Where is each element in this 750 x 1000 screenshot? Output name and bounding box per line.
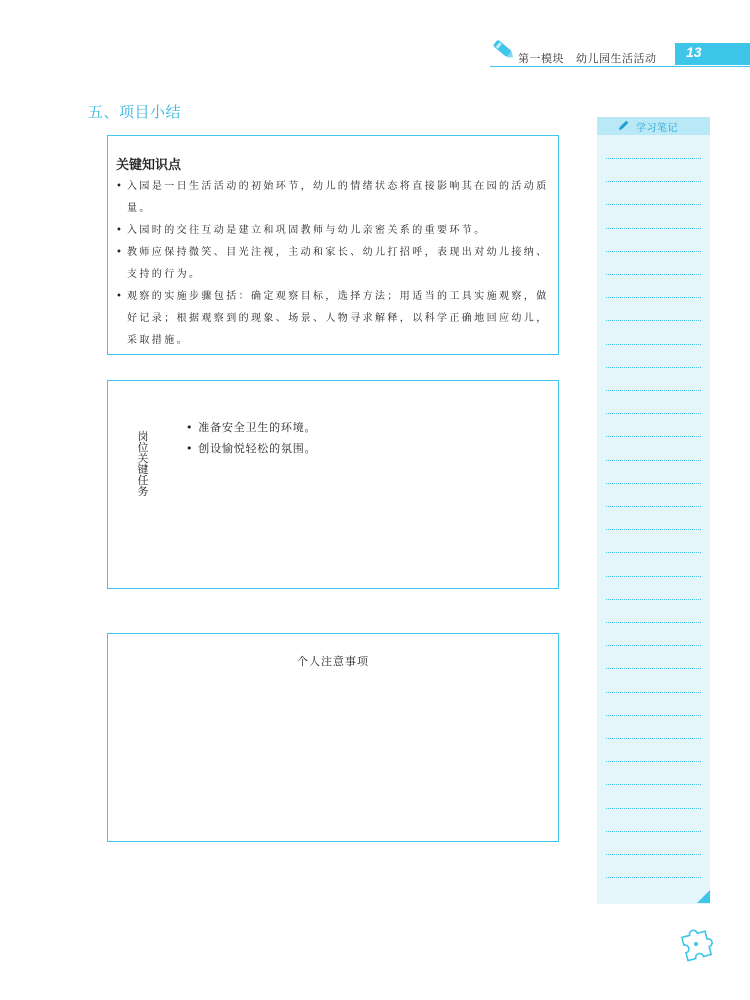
header-chapter: 幼儿园生活活动 (576, 52, 657, 65)
note-line (606, 228, 701, 229)
note-line (606, 738, 701, 739)
study-notes-column[interactable] (597, 117, 710, 904)
note-line (606, 877, 701, 878)
header-rule (490, 66, 750, 67)
key-tasks-label: 岗位关键任务 (137, 430, 149, 498)
pencil-icon (490, 36, 516, 62)
key-points-title: 关键知识点 (116, 158, 182, 173)
study-notes-title: 学习笔记 (636, 123, 678, 134)
page-number: 13 (686, 44, 702, 60)
note-line (606, 622, 701, 623)
note-line (606, 320, 701, 321)
note-line (606, 413, 701, 414)
section-title: 五、项目小结 (88, 103, 182, 121)
puzzle-icon (676, 924, 716, 964)
note-line (606, 808, 701, 809)
header-module: 第一模块 (518, 52, 564, 65)
key-points-list (116, 176, 556, 352)
list-item: • 教师应保持微笑、目光注视，主动和家长、幼儿打招呼，表现出对幼儿接纳、支持的行为。 (116, 247, 549, 280)
personal-notes-title: 个人注意事项 (297, 655, 369, 668)
note-line (606, 692, 701, 693)
note-line (606, 483, 701, 484)
note-line (606, 367, 701, 368)
note-line (606, 390, 701, 391)
note-line (606, 436, 701, 437)
note-line (606, 529, 701, 530)
note-line (606, 204, 701, 205)
list-item: • 入园时的交往互动是建立和巩固教师与幼儿亲密关系的重要环节。 (116, 225, 487, 236)
study-notes-header (597, 117, 710, 135)
note-line (606, 576, 701, 577)
list-item: • 观察的实施步骤包括：确定观察目标，选择方法；用适当的工具实施观察，做好记录；根据观察到的现象、场景、人物寻求解释，以科学正确地回应幼儿，采取措施。 (116, 291, 549, 346)
note-line (606, 158, 701, 159)
note-line (606, 251, 701, 252)
key-tasks-box (107, 380, 559, 589)
key-points-box (107, 135, 559, 355)
list-item: • 创设愉悦轻松的氛围。 (186, 442, 317, 455)
running-header (518, 50, 657, 66)
pen-icon (617, 120, 629, 132)
key-tasks-list (186, 417, 316, 459)
note-line (606, 297, 701, 298)
note-line (606, 552, 701, 553)
note-line (606, 460, 701, 461)
list-item: • 准备安全卫生的环境。 (186, 421, 317, 434)
note-line (606, 645, 701, 646)
note-line (606, 599, 701, 600)
note-line (606, 344, 701, 345)
note-line (606, 274, 701, 275)
note-line (606, 854, 701, 855)
note-line (606, 506, 701, 507)
note-line (606, 181, 701, 182)
list-item: • 入园是一日生活活动的初始环节，幼儿的情绪状态将直接影响其在园的活动质量。 (116, 181, 549, 214)
page-corner-mark (697, 890, 710, 903)
note-line (606, 668, 701, 669)
personal-notes-box[interactable] (107, 633, 559, 842)
note-line (606, 784, 701, 785)
note-line (606, 715, 701, 716)
note-line (606, 831, 701, 832)
note-line (606, 761, 701, 762)
